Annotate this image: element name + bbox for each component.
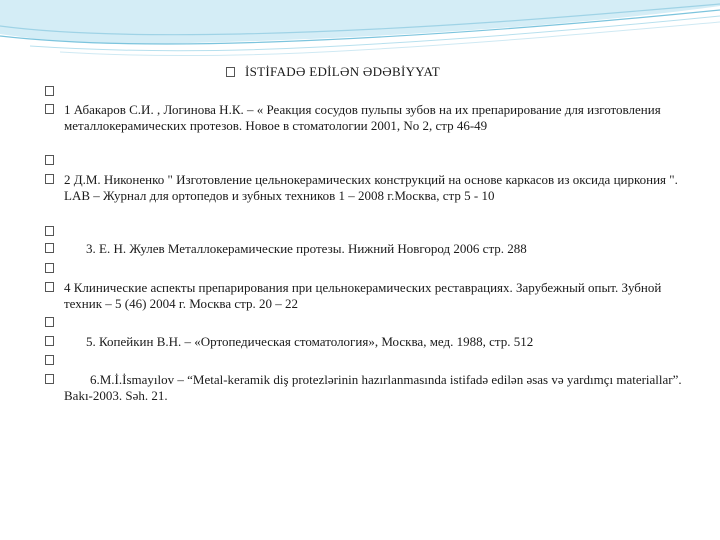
bullet-icon	[45, 243, 54, 253]
reference-text: 4 Клинические аспекты препарирования при цельнокерамических реставрациях. Зарубежный опыт. Зубной техник – 5 (46) 2004 г. Москва стр. 20 – 22	[64, 280, 662, 311]
list-item	[45, 241, 685, 257]
bullet-icon	[45, 104, 54, 114]
reference-text: 1 Абакаров С.И. , Логинова Н.К. – « Реакция сосудов пульпы зубов на их препарирование для изготовления металлокерамических протезов. Новое в стоматологии 2001, No 2, стр 46-49	[64, 102, 661, 133]
bullet-icon	[45, 282, 54, 292]
bullet-icon	[45, 374, 54, 384]
reference-text: 2 Д.М. Никоненко " Изготовление цельнокерамических конструкций на основе каркасов из оксида циркония ". LAB – Журнал для ортопедов и зубных техников 1 – 2008 г.Москва, стр 5 - 10	[64, 172, 678, 203]
reference-text: 6.M.İ.İsmayılov – “Metal-keramik diş protezlərinin hazırlanmasında istifadə edilən əsas və yardımçı materiallar”. Bakı-2003. Səh. 21.	[64, 372, 682, 403]
reference-text: 5. Копейкин В.Н. – «Ортопедическая стоматология», Москва, мед. 1988, стр. 512	[86, 334, 534, 349]
bullet-icon	[45, 86, 54, 96]
heading-text: İSTİFADƏ EDİLƏN ƏDƏBİYYAT	[245, 64, 441, 79]
bullet-icon	[45, 355, 54, 365]
bullet-icon	[45, 336, 54, 346]
reference-text: 3. Е. Н. Жулев Металлокерамические протезы. Нижний Новгород 2006 стр. 288	[86, 241, 527, 256]
bullet-icon	[45, 263, 54, 273]
bullet-icon	[45, 226, 54, 236]
bullet-icon	[45, 317, 54, 327]
list-item	[45, 280, 685, 311]
list-item	[45, 334, 685, 350]
bullet-icon	[45, 155, 54, 165]
bullet-icon	[45, 174, 54, 184]
list-item	[45, 172, 685, 203]
list-item	[45, 102, 685, 133]
list-item	[45, 372, 685, 403]
